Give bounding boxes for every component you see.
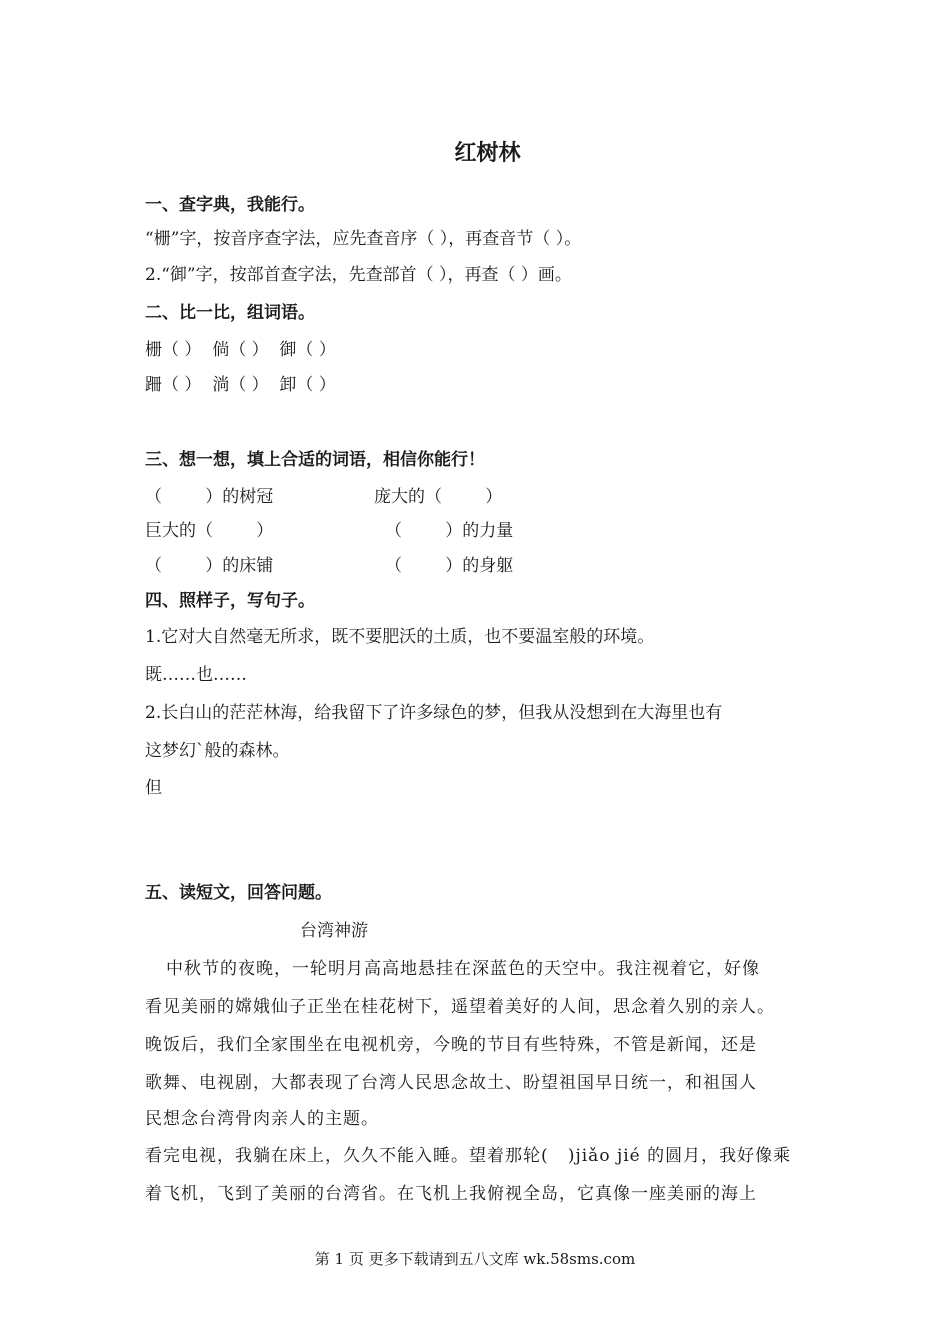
section-4-heading: 四、照样子，写句子。 xyxy=(145,591,315,611)
s2-row-2: 跚（ ） 淌（ ） 卸（ ） xyxy=(145,375,336,395)
s3-blank-3a: （ ）的床铺 xyxy=(145,556,274,576)
s4-question-1: 1.它对大自然毫无所求，既不要肥沃的土质，也不要温室般的环境。 xyxy=(145,627,655,647)
passage-line-3: 晚饭后，我们全家围坐在电视机旁，今晚的节目有些特殊，不管是新闻，还是 xyxy=(145,1035,757,1055)
s3-blank-1a: （ ）的树冠 xyxy=(145,487,274,507)
passage-line-7: 着飞机，飞到了美丽的台湾省。在飞机上我俯视全岛，它真像一座美丽的海上 xyxy=(145,1184,757,1204)
section-1-heading: 一、查字典，我能行。 xyxy=(145,195,315,215)
passage-line-6: 看完电视，我躺在床上，久久不能入睡。望着那轮( )jiǎo jié 的圆月，我好像乘 xyxy=(145,1146,792,1166)
passage-line-5: 民想念台湾骨肉亲人的主题。 xyxy=(145,1109,379,1129)
s3-blank-2b: （ ）的力量 xyxy=(385,521,514,541)
page-footer: 第 1 页 更多下载请到五八文库 wk.58sms.com xyxy=(314,1250,636,1268)
s3-blank-2a: 巨大的（ ） xyxy=(145,521,274,541)
section-2-heading: 二、比一比，组词语。 xyxy=(145,303,315,323)
section-3-heading: 三、想一想，填上合适的词语，相信你能行！ xyxy=(145,450,485,470)
passage-line-2: 看见美丽的嫦娥仙子正坐在桂花树下，遥望着美好的人间，思念着久别的亲人。 xyxy=(145,997,775,1017)
s3-blank-1b: 庞大的（ ） xyxy=(374,487,503,507)
s4-question-2-line-2: 这梦幻`般的森林。 xyxy=(145,741,290,761)
s1-question-1: “栅”字，按音序查字法，应先查音序（ ），再查音节（ ）。 xyxy=(145,229,582,249)
passage-line-1: 中秋节的夜晚，一轮明月高高地悬挂在深蓝色的天空中。我注视着它，好像 xyxy=(166,959,760,979)
s4-pattern-2: 但 xyxy=(145,778,162,798)
s1-question-2: 2.“御”字，按部首查字法，先查部首（ ），再查（ ）画。 xyxy=(145,265,572,285)
s3-blank-3b: （ ）的身躯 xyxy=(385,556,514,576)
passage-line-4: 歌舞、电视剧，大都表现了台湾人民思念故土、盼望祖国早日统一，和祖国人 xyxy=(145,1073,757,1093)
section-5-heading: 五、读短文，回答问题。 xyxy=(145,883,332,903)
passage-title: 台湾神游 xyxy=(300,921,368,941)
page-title: 红树林 xyxy=(454,141,521,166)
s4-question-2-line-1: 2.长白山的茫茫林海，给我留下了许多绿色的梦，但我从没想到在大海里也有 xyxy=(145,703,723,723)
s2-row-1: 栅（ ） 倘（ ） 御（ ） xyxy=(145,340,336,360)
s4-pattern-1: 既……也…… xyxy=(145,665,247,685)
